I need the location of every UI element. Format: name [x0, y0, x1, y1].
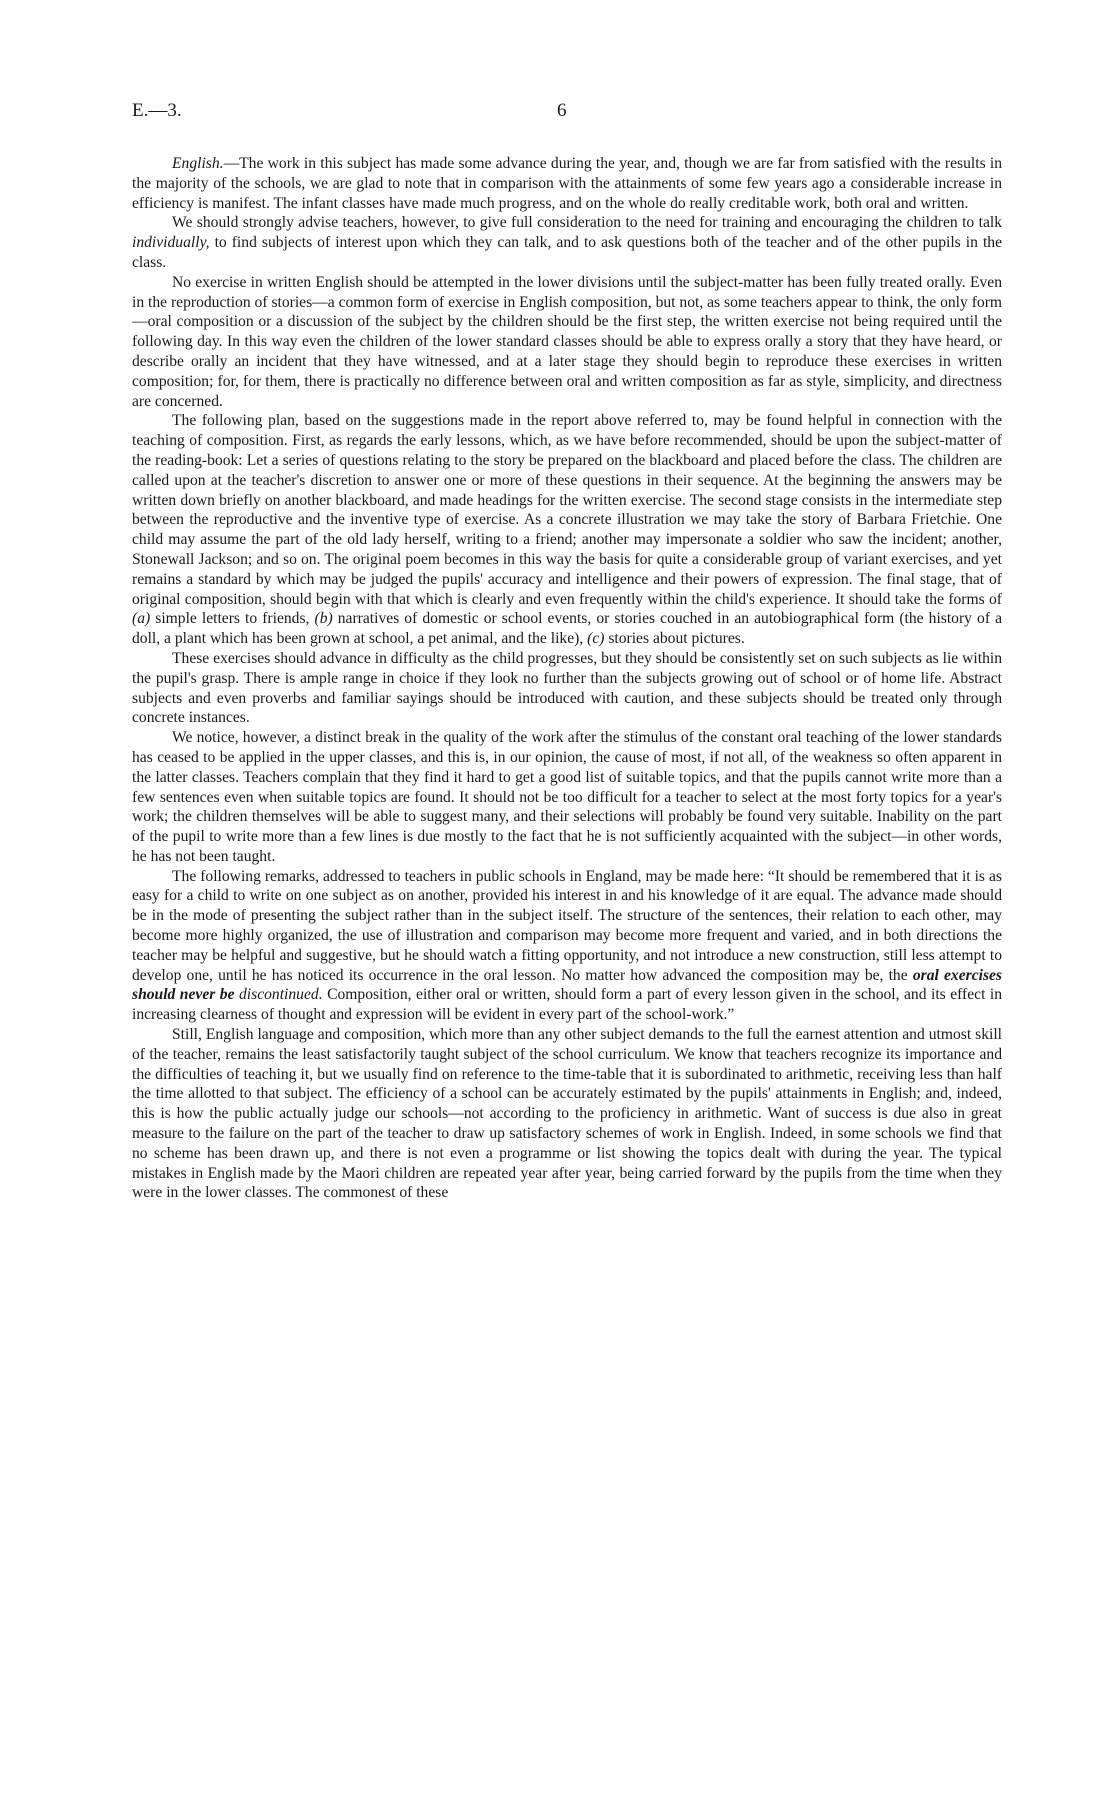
emphasized-text: English.: [172, 155, 224, 172]
report-body: [132, 154, 1002, 1203]
paragraph: [132, 273, 1002, 412]
paragraph-text: The following remarks, addressed to teachers in public schools in England, may be made here: “It should be remembered that it is as easy for a child to write on one subject as on another, provided his interest in and his knowledge of it are equal. The advance made should be in the mode of presenting the subject rather than in the subject itself. The structure of the sentences, their relation to each other, may become more highly organized, the use of illustration and comparison may become more frequent and varied, and in both directions the teacher may be helpful and suggestive, but he should watch a fitting opportunity, and not introduce a new construction, still less attempt to develop one, until he has noticed its occurrence in the oral lesson. No matter how advanced the composition may be, the: [132, 867, 1002, 984]
paragraph-text: We notice, however, a distinct break in the quality of the work after the stimulus of the constant oral teaching of the lower standards has ceased to be applied in the upper classes, and this is, in our opinion, the cause of most, if not all, of the weakness so often apparent in the latter classes. Teachers complain that they find it hard to get a good list of suitable topics, and that the pupils cannot write more than a few sentences even when suitable topics are found. It should not be too difficult for a teacher to select at the most forty topics for a year's work; the children themselves will be able to suggest many, and their selections will probably be found very suitable. Inability on the part of the pupil to write more than a few lines is due mostly to the fact that he is not sufficiently acquainted with the subject—in other words, he has not been taught.: [132, 729, 1002, 865]
paragraph: [132, 213, 1002, 272]
paragraph-text: to find subjects of interest upon which they can talk, and to ask questions both of the teacher and of the other pupils in the class.: [132, 234, 1002, 271]
paragraph-text: simple letters to friends,: [150, 610, 315, 628]
emphasized-text: oral exercises should never be: [132, 966, 1003, 1004]
emphasized-text: (a): [132, 610, 151, 628]
emphasized-text: (c): [587, 630, 605, 648]
emphasized-text: (b): [314, 610, 333, 628]
paragraph: [132, 649, 1002, 728]
paragraph: [132, 411, 1002, 649]
paragraph-text: —The work in this subject has made some advance during the year, and, though we are far from satisfied with the results in the majority of the schools, we are glad to note that in comparison with the attainments of some few years ago a considerable increase in efficiency is manifest. The infant classes have made much progress, and on the whole do really creditable work, both oral and written.: [132, 155, 1002, 212]
paragraph: [132, 867, 1002, 1025]
paragraph: [132, 1025, 1002, 1203]
page-number: 6: [557, 100, 567, 121]
paragraph-text: No exercise in written English should be attempted in the lower divisions until the subject-matter has been fully treated orally. Even in the reproduction of stories—a common form of exercise in English composition, but not, as some teachers appear to think, the only form—oral composition or a discussion of the subject by the children should be the first step, the written exercise not being required until the following day. In this way even the children of the lower standard classes should be able to express orally a story that they have heard, or describe orally an incident that they have witnessed, and at a later stage they should begin to reproduce these exercises in written composition; for, for them, there is practically no difference between oral and written composition as far as style, simplicity, and directness are concerned.: [132, 273, 1003, 410]
paragraph: [132, 154, 1002, 213]
paragraph-text: The following plan, based on the suggestions made in the report above referred to, may be found helpful in connection with the teaching of composition. First, as regards the early lessons, which, as we have before recommended, should be upon the subject-matter of the reading-book: Let a series of questions relating to the story be prepared on the blackboard and placed before the class. The children are called upon at the teacher's discretion to answer one or more of these questions in their sequence. At the beginning the answers may be written down briefly on another blackboard, and made headings for the written exercise. The second stage consists in the intermediate step between the reproductive and the inventive type of exercise. As a concrete illustration we may take the story of Barbara Frietchie. One child may assume the part of the old lady herself, writing to a friend; another may impersonate a soldier who saw the incident; another, Stonewall Jackson; and so on. The original poem becomes in this way the basis for quite a considerable group of variant exercises, and yet remains a standard by which may be judged the pupils' accuracy and intelligence and their powers of expression. The final stage, that of original composition, should begin with that which is clearly and even frequently within the child's experience. It should take the forms of: [132, 412, 1002, 608]
document-code: E.—3.: [132, 100, 182, 121]
emphasized-text: discontinued.: [239, 986, 323, 1004]
paragraph-text: These exercises should advance in difficulty as the child progresses, but they should be consistently set on such subjects as lie within the pupil's grasp. There is ample range in choice if they look no further than the subjects growing out of school or of home life. Abstract subjects and even proverbs and familiar sayings should be introduced with caution, and these subjects should be treated only through concrete instances.: [132, 649, 1002, 727]
paragraph-text: We should strongly advise teachers, however, to give full consideration to the need for training and encouraging the children to talk: [172, 214, 1002, 232]
paragraph: [132, 728, 1002, 867]
paragraph-text: Still, English language and composition, which more than any other subject demands to the full the earnest attention and utmost skill of the teacher, remains the least satisfactorily taught subject of the school curriculum. We know that teachers recognize its importance and the difficulties of teaching it, but we usually find on reference to the time-table that it is subordinated to arithmetic, receiving less than half the time allotted to that subject. The efficiency of a school can be accurately estimated by the pupils' attainments in English; and, indeed, this is how the public actually judge our schools—not according to the proficiency in arithmetic. Want of success is due also in great measure to the failure on the part of the teacher to draw up satisfactory schemes of work in English. Indeed, in some schools we find that no scheme has been drawn up, and there is not even a programme or list showing the topics dealt with during the year. The typical mistakes in English made by the Maori children are repeated year after year, being carried forward by the pupils from the time when they were in the lower classes. The commonest of these: [132, 1026, 1002, 1202]
paragraph-text: stories about pictures.: [604, 630, 745, 648]
paragraph-text: narratives of domestic or school events, or stories couched in an autobiographical form (the history of a doll, a plant which has been grown at school, a pet animal, and the like),: [132, 610, 1003, 648]
page-header: [132, 100, 1002, 128]
paragraph-text: Composition, either oral or written, should form a part of every lesson given in the school, and its effect in increasing clearness of thought and expression will be evident in every part of the school-work.”: [132, 986, 1003, 1024]
emphasized-text: individually,: [132, 234, 210, 252]
